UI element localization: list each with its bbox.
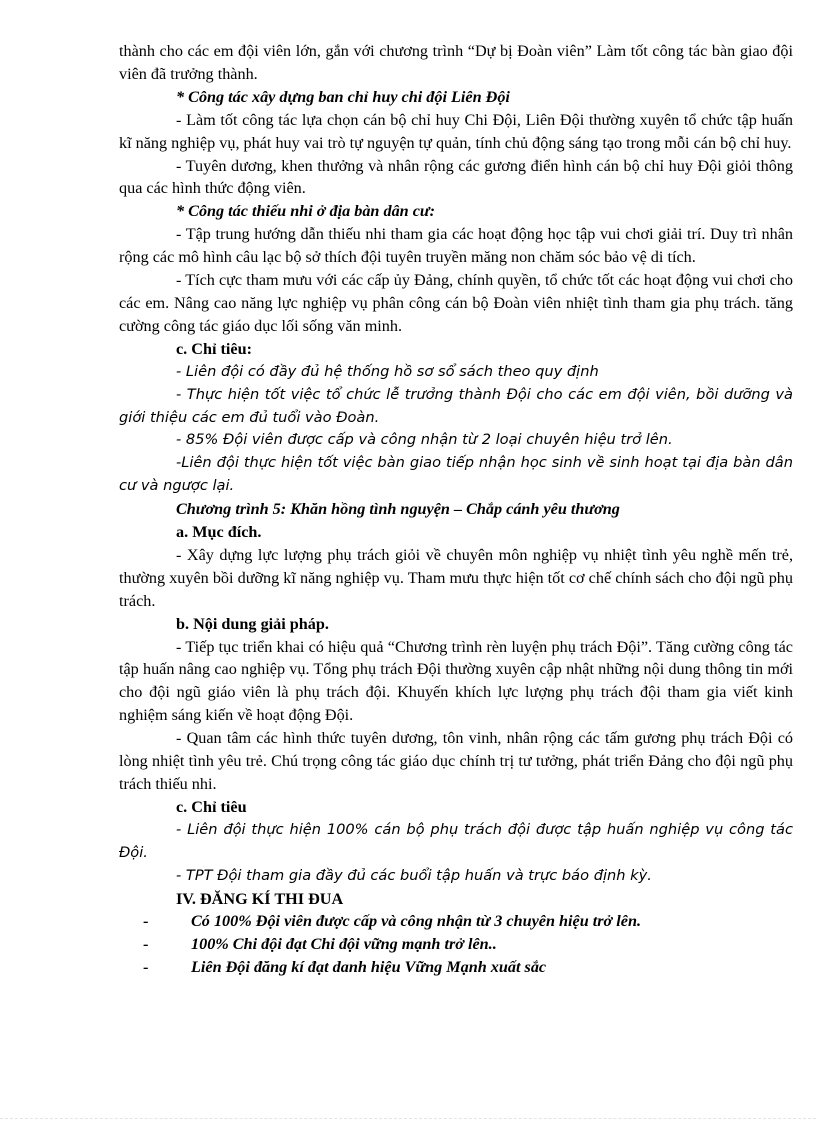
section-heading: * Công tác thiếu nhi ở địa bàn dân cư: bbox=[176, 202, 435, 221]
subsection-heading: a. Mục đích. bbox=[176, 523, 262, 542]
target-item: - 85% Đội viên được cấp và công nhận từ 2 loại chuyên hiệu trở lên. bbox=[176, 431, 673, 449]
target-item: - Thực hiện tốt việc tổ chức lễ trưởng thành Đội cho các em đội viên, bồi dưỡng và giới thiệu các em đủ tuổi vào Đoàn. bbox=[119, 385, 793, 426]
target-item: -Liên đội thực hiện tốt việc bàn giao tiếp nhận học sinh về sinh hoạt tại địa bàn dân cư và ngược lại. bbox=[119, 454, 793, 495]
paragraph: - Tập trung hướng dẫn thiếu nhi tham gia các hoạt động học tập vui chơi giải trí. Duy trì nhân rộng các mô hình câu lạc bộ sở thích đội tuyên truyền măng non chăm sóc bảo vệ di tích. bbox=[119, 225, 793, 267]
section-heading: * Công tác xây dựng ban chỉ huy chi đội Liên Đội bbox=[176, 87, 510, 106]
paragraph: thành cho các em đội viên lớn, gắn với chương trình “Dự bị Đoàn viên” Làm tốt công tác bàn giao đội viên đã trưởng thành. bbox=[119, 42, 793, 83]
subsection-heading: c. Chỉ tiêu: bbox=[176, 339, 252, 358]
registration-item bbox=[119, 933, 793, 956]
paragraph: - Làm tốt công tác lựa chọn cán bộ chỉ huy Chi Đội, Liên Đội thường xuyên tổ chức tập huấn kĩ năng nghiệp vụ, phát huy vai trò tự nguyện tự quản, tính chủ động sáng tạo trong mỗi cán bộ chỉ huy. bbox=[119, 110, 793, 152]
program-heading: Chương trình 5: Khăn hồng tình nguyện – Chắp cánh yêu thương bbox=[176, 500, 620, 519]
page-bottom-rule bbox=[0, 1118, 816, 1119]
chapter-heading: IV. ĐĂNG KÍ THI ĐUA bbox=[176, 889, 344, 908]
paragraph: - Tuyên dương, khen thưởng và nhân rộng các gương điển hình cán bộ chỉ huy Đội giỏi thông qua các hình thức động viên. bbox=[119, 156, 793, 198]
target-item: - Liên đội thực hiện 100% cán bộ phụ trách đội được tập huấn nghiệp vụ công tác Đội. bbox=[119, 820, 793, 861]
list-dash: - bbox=[143, 912, 149, 931]
registration-text: Có 100% Đội viên được cấp và công nhận từ 3 chuyên hiệu trở lên. bbox=[191, 912, 642, 931]
target-item: - TPT Đội tham gia đầy đủ các buổi tập huấn và trực báo định kỳ. bbox=[176, 866, 652, 884]
subsection-heading: b. Nội dung giải pháp. bbox=[176, 614, 329, 633]
list-dash: - bbox=[143, 958, 149, 977]
paragraph: - Xây dựng lực lượng phụ trách giỏi về chuyên môn nghiệp vụ nhiệt tình yêu nghề mến trẻ, thường xuyên bồi dưỡng kĩ năng nghiệp vụ. Tham mưu thực hiện tốt cơ chế chính sách cho đội ngũ phụ trách. bbox=[119, 545, 793, 610]
registration-item bbox=[119, 910, 793, 933]
target-item: - Liên đội có đầy đủ hệ thống hồ sơ sổ sách theo quy định bbox=[176, 362, 599, 380]
paragraph: - Tiếp tục triển khai có hiệu quả “Chương trình rèn luyện phụ trách Đội”. Tăng cường công tác tập huấn nâng cao nghiệp vụ. Tổng phụ trách Đội thường xuyên cập nhật những nội dung thông tin mới cho đội ngũ giáo viên là phụ trách đội. Khuyến khích lực lượng phụ trách đội tham gia viết kinh nghiệm sáng kiến về hoạt động Đội. bbox=[119, 637, 793, 725]
list-dash: - bbox=[143, 935, 149, 954]
subsection-heading: c. Chỉ tiêu bbox=[176, 797, 247, 816]
registration-list bbox=[119, 910, 793, 979]
registration-item bbox=[119, 956, 793, 979]
registration-text: 100% Chi đội đạt Chi đội vững mạnh trở lên.. bbox=[191, 935, 497, 954]
paragraph: - Quan tâm các hình thức tuyên dương, tôn vinh, nhân rộng các tấm gương phụ trách Đội có lòng nhiệt tình yêu trẻ. Chú trọng công tác giáo dục chính trị tư tưởng, phát triển Đảng cho đội ngũ phụ trách thiếu nhi. bbox=[119, 729, 793, 793]
registration-text: Liên Đội đăng kí đạt danh hiệu Vững Mạnh xuất sắc bbox=[191, 958, 547, 977]
paragraph: - Tích cực tham mưu với các cấp ủy Đảng, chính quyền, tổ chức tốt các hoạt động vui chơi cho các em. Nâng cao năng lực nghiệp vụ phân công cán bộ Đoàn viên nhiệt tình tham gia phụ trách. tăng cường công tác giáo dục lối sống văn minh. bbox=[119, 271, 793, 335]
document-page bbox=[119, 40, 793, 979]
